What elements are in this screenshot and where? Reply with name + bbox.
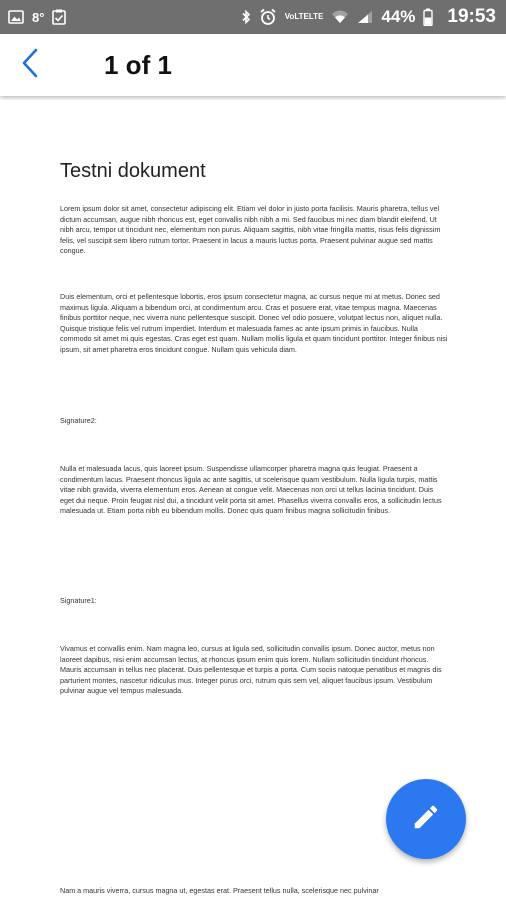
lte-label: LTE bbox=[308, 12, 324, 21]
document-paragraph-4: Vivamus et convallis enim. Nam magna leo, cursus at ligula sed, sollicitudin convallis ipsum. Donec auctor, metus non laoreet dapibus, nisi enim accumsan lectus, at rhoncus ipsum enim quis lorem. Nullam sollicitudin tincidunt rhoncus. Mauris accumsan in tellus nec placerat. Duis pellentesque et turpis a porta. Cum sociis natoque penatibus et magnis dis parturient montes, nascetur ridiculus mus. Integer purus orci, rutrum quis sem vel, aliquet faucibus ipsum. Vestibulum pulvinar augue vel tempus malesuada. bbox=[60, 644, 442, 696]
document-paragraph-5: Nam a mauris viverra, cursus magna ut, egestas erat. Praesent tellus nulla, scelerisque nec pulvinar bbox=[60, 886, 379, 895]
signature-1-label: Signature1: bbox=[60, 596, 97, 605]
wifi-icon bbox=[331, 10, 349, 24]
signal-icon bbox=[357, 10, 373, 24]
clock: 19:53 bbox=[447, 6, 496, 27]
document-paragraph-3: Nulla et malesuada lacus, quis laoreet ipsum. Suspendisse ullamcorper pharetra magna quis feugiat. Praesent a condimentum lacus. Praesent rhoncus ligula ac ante sagittis, ut scelerisque quam vestibulum. Nulla ligula turpis, mattis vitae nibh gravida, viverra elementum eros. Aenean at congue velit. Maecenas non orci ut tellus lacinia tincidunt. Duis eget dui neque. Proin feugiat nisl dui, a tincidunt velit porta sit amet. Phasellus viverra convallis eros, a sollicitudin lectus malesuada ut. Etiam porta nibh eu bibendum mollis. Donec quis quam finibus magna sollicitudin finibus. bbox=[60, 464, 442, 516]
back-button[interactable] bbox=[20, 37, 76, 93]
status-bar bbox=[0, 0, 506, 34]
chevron-left-icon bbox=[20, 47, 40, 84]
page-indicator: 1 of 1 bbox=[104, 49, 172, 80]
signature-2-label: Signature2: bbox=[60, 416, 97, 425]
document-paragraph-1: Lorem ipsum dolor sit amet, consectetur adipiscing elit. Etiam vel dolor in justo porta facilisis. Mauris pharetra, tellus vel dictum accumsan, augue nibh rhoncus est, eget convallis nibh nibh a mi. Sed faucibus mi nec diam blandit eleifend. Ut nibh arcu, tempor ut tincidunt nec, elementum non purus. Aliquam sagittis, nibh vitae fringilla mattis, risus felis dignissim felis, vel suscipit sem libero rutrum tortor. Praesent in lacus a mauris luctus porta. Praesent pulvinar augue sed mattis congue. bbox=[60, 204, 441, 256]
app-bar bbox=[0, 34, 506, 96]
pencil-icon bbox=[411, 802, 441, 837]
battery-icon bbox=[423, 8, 433, 26]
volte-label: VoLTE bbox=[284, 12, 309, 21]
checklist-icon bbox=[52, 9, 66, 25]
alarm-icon bbox=[259, 8, 277, 26]
bluetooth-icon bbox=[241, 9, 251, 25]
battery-percent: 44% bbox=[381, 7, 416, 26]
document-title: Testni dokument bbox=[60, 160, 206, 182]
document-paragraph-2: Duis elementum, orci et pellentesque lobortis, eros ipsum consectetur magna, ac cursus neque mi at metus. Donec sed maximus ligula. Aliquam a bibendum orci, at condimentum arcu. Cras et posuere erat, vitae tempus magna. Maecenas finibus porttitor neque, nec viverra nunc pellentesque suscipit. Donec vel odio posuere, volutpat lectus non, aliquet nulla. Quisque tristique felis vel rutrum imperdiet. Interdum et malesuada fames ac ante ipsum primis in faucibus. Nulla commodo sit amet mi quis egestas. Cras eget est quam. Nullam mollis ligula et quam tincidunt porttitor. Integer finibus nisi ipsum, sit amet pharetra eros tincidunt congue. Nullam quis vehicula diam. bbox=[60, 292, 448, 354]
temperature-icon bbox=[32, 10, 44, 25]
status-bar-left bbox=[8, 9, 66, 25]
volte-icon bbox=[285, 13, 324, 21]
image-icon bbox=[8, 10, 24, 24]
status-bar-right bbox=[241, 6, 496, 28]
edit-fab-button[interactable] bbox=[386, 779, 466, 859]
temperature-text: 8° bbox=[32, 9, 45, 25]
